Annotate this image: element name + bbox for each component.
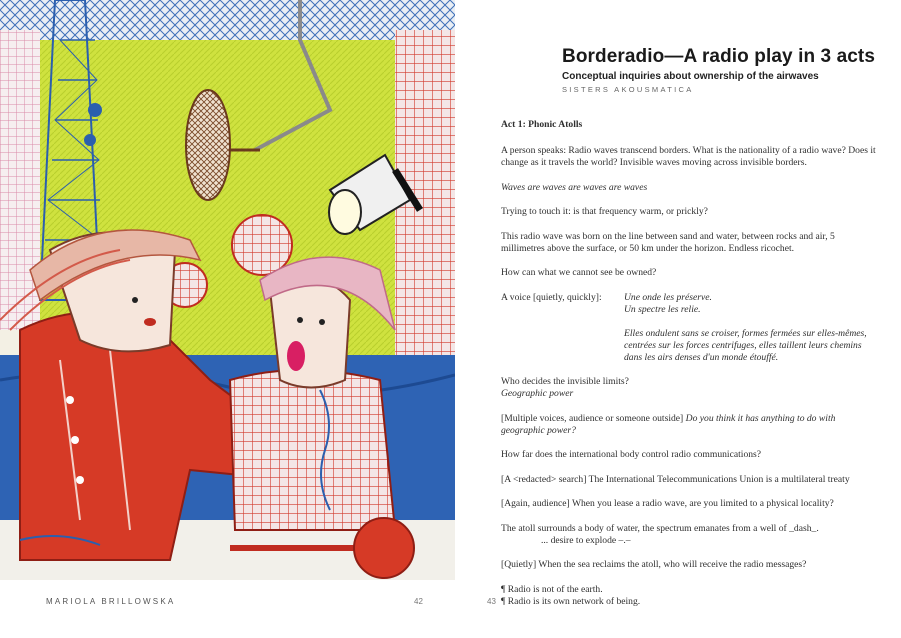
- article-subtitle: Conceptual inquiries about ownership of the airwaves: [562, 71, 819, 82]
- paragraph: [Quietly] When the sea reclaims the atoll, who will receive the radio messages?: [501, 559, 807, 570]
- stage-direction: [Multiple voices, audience or someone outside]: [501, 412, 684, 424]
- paragraph-line: The atoll surrounds a body of water, the spectrum emanates from a well of _dash_.: [501, 522, 819, 534]
- paragraph: A person speaks: Radio waves transcend borders. What is the nationality of a radio wave? Does it change as it travels the world? Invisible waves moving across invisible borders.: [501, 145, 876, 168]
- act-heading: Act 1: Phonic Atolls: [501, 119, 583, 130]
- paragraph-line: Geographic power: [501, 388, 574, 399]
- illustrator-credit: MARIOLA BRILLOWSKA: [46, 597, 176, 606]
- paragraph: How can what we cannot see be owned?: [501, 267, 657, 278]
- paragraph-line: Who decides the invisible limits?: [501, 376, 629, 387]
- article-author: SISTERS AKOUSMATICA: [562, 85, 694, 94]
- page-number-right: 43: [487, 597, 496, 606]
- paragraph: [Again, audience] When you lease a radio wave, are you limited to a physical locality?: [501, 498, 834, 509]
- paragraph: [501, 523, 879, 547]
- paragraph: [A <redacted> search] The International Telecommunications Union is a multilateral treaty: [501, 473, 850, 485]
- paragraph: How far does the international body control radio communications?: [501, 449, 762, 460]
- voice-line: Un spectre les relie.: [624, 303, 701, 315]
- article-title: Borderadio—A radio play in 3 acts: [562, 46, 876, 67]
- voice-paragraph: Elles ondulent sans se croiser, formes fermées sur elles-mêmes, centrées sur les forces centrifuges, elles taillent leurs chemins dans les airs denses d'un monde étouffé.: [624, 327, 867, 363]
- paragraph: [501, 413, 879, 437]
- article-header: [562, 46, 892, 94]
- page-number-left: 42: [414, 597, 423, 606]
- paragraph: Waves are waves are waves are waves: [501, 181, 648, 193]
- voice-line: Une onde les préserve.: [624, 291, 712, 303]
- paragraph-line: ... desire to explode –.–: [541, 534, 631, 546]
- voice-lines: [624, 292, 879, 316]
- illustration: [0, 0, 455, 580]
- voice-label: A voice [quietly, quickly]:: [501, 291, 602, 303]
- paragraph-line: ¶ Radio is not of the earth.: [501, 583, 603, 595]
- voice-block: [501, 292, 879, 316]
- paragraph-line: ¶ Radio is its own network of being.: [501, 595, 641, 607]
- illustration-drawing: [0, 0, 455, 580]
- paragraph: This radio wave was born on the line between sand and water, between rocks and air, 5 millimetres above the surface, or 50 km under the horizon. Endless ricochet.: [501, 230, 835, 254]
- paragraph: Trying to touch it: is that frequency warm, or prickly?: [501, 206, 708, 217]
- paragraph: [501, 376, 879, 400]
- paragraph: [501, 584, 879, 608]
- spoken-line: Do you think it has anything to do with geographic power?: [501, 412, 836, 436]
- article-body: [501, 119, 879, 608]
